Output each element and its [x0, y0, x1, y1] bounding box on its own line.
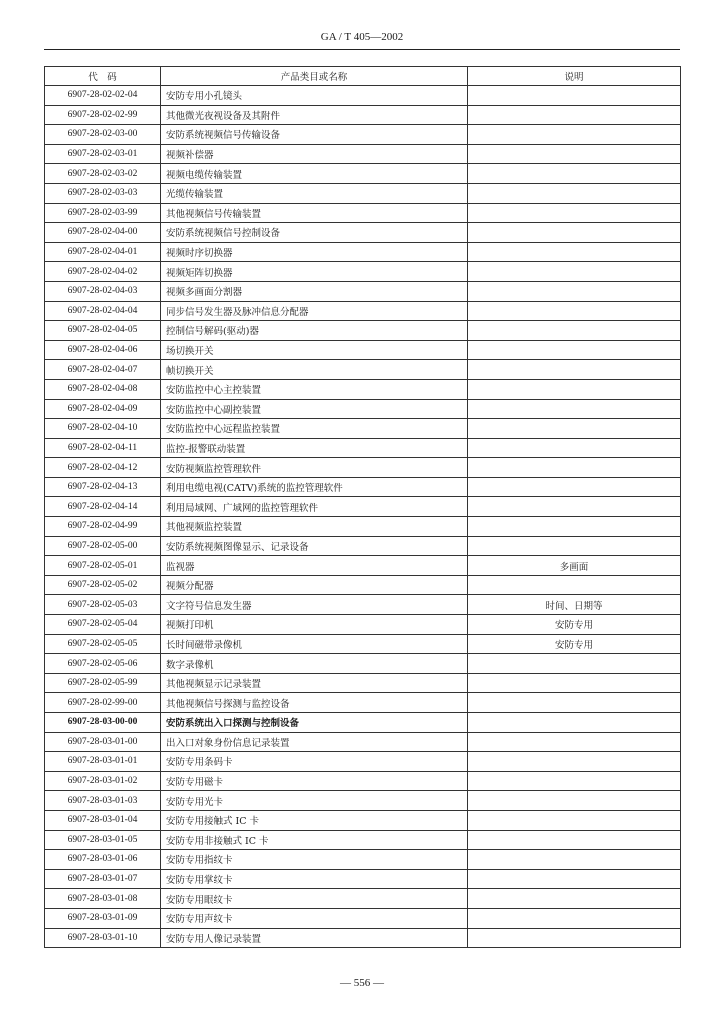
- note-cell: [468, 536, 681, 556]
- name-cell: 其他微光夜视设备及其附件: [161, 105, 468, 125]
- note-cell: [468, 379, 681, 399]
- note-cell: [468, 575, 681, 595]
- table-row: [45, 281, 681, 301]
- product-catalog-table: [44, 66, 681, 948]
- table-row: [45, 183, 681, 203]
- note-cell: [468, 810, 681, 830]
- code-cell: 6907-28-02-04-14: [45, 497, 161, 517]
- note-cell: [468, 693, 681, 713]
- code-cell: 6907-28-02-04-04: [45, 301, 161, 321]
- note-cell: [468, 791, 681, 811]
- name-cell: 帧切换开关: [161, 360, 468, 380]
- name-cell: 安防视频监控管理软件: [161, 458, 468, 478]
- table-row: [45, 477, 681, 497]
- column-header-note: 说明: [468, 67, 681, 86]
- code-cell: 6907-28-02-03-03: [45, 183, 161, 203]
- code-cell: 6907-28-02-05-03: [45, 595, 161, 615]
- note-cell: [468, 360, 681, 380]
- code-cell: 6907-28-02-02-04: [45, 86, 161, 106]
- code-cell: 6907-28-03-01-08: [45, 889, 161, 909]
- table-row: [45, 595, 681, 615]
- table-row: [45, 732, 681, 752]
- table-row: [45, 125, 681, 145]
- table-row: [45, 223, 681, 243]
- code-cell: 6907-28-02-04-11: [45, 438, 161, 458]
- name-cell: 出入口对象身份信息记录装置: [161, 732, 468, 752]
- table-row: [45, 497, 681, 517]
- note-cell: [468, 477, 681, 497]
- note-cell: [468, 713, 681, 733]
- name-cell: 安防专用眼纹卡: [161, 889, 468, 909]
- note-cell: [468, 86, 681, 106]
- name-cell: 安防专用人像记录装置: [161, 928, 468, 948]
- code-cell: 6907-28-02-04-12: [45, 458, 161, 478]
- code-cell: 6907-28-02-04-08: [45, 379, 161, 399]
- table-row: [45, 164, 681, 184]
- code-cell: 6907-28-02-05-06: [45, 654, 161, 674]
- table-row: [45, 536, 681, 556]
- note-cell: [468, 105, 681, 125]
- code-cell: 6907-28-02-03-02: [45, 164, 161, 184]
- table-row: [45, 713, 681, 733]
- note-cell: [468, 340, 681, 360]
- note-cell: [468, 908, 681, 928]
- table-row: [45, 399, 681, 419]
- name-cell: 安防专用掌纹卡: [161, 869, 468, 889]
- note-cell: [468, 203, 681, 223]
- name-cell: 安防监控中心远程监控装置: [161, 419, 468, 439]
- code-cell: 6907-28-03-01-01: [45, 752, 161, 772]
- name-cell: 其他视频信号传输装置: [161, 203, 468, 223]
- table-row: [45, 144, 681, 164]
- table-row: [45, 360, 681, 380]
- note-cell: [468, 223, 681, 243]
- code-cell: 6907-28-02-03-99: [45, 203, 161, 223]
- table-row: [45, 438, 681, 458]
- note-cell: [468, 183, 681, 203]
- name-cell: 视频打印机: [161, 615, 468, 635]
- code-cell: 6907-28-02-04-01: [45, 242, 161, 262]
- table-row: [45, 928, 681, 948]
- table-row: [45, 850, 681, 870]
- code-cell: 6907-28-02-04-10: [45, 419, 161, 439]
- table-row: [45, 634, 681, 654]
- code-cell: 6907-28-02-04-03: [45, 281, 161, 301]
- note-cell: [468, 830, 681, 850]
- name-cell: 安防专用条码卡: [161, 752, 468, 772]
- name-cell: 安防专用非接触式 IC 卡: [161, 830, 468, 850]
- table-row: [45, 654, 681, 674]
- table-row: [45, 810, 681, 830]
- name-cell: 数字录像机: [161, 654, 468, 674]
- note-cell: [468, 242, 681, 262]
- code-cell: 6907-28-02-04-99: [45, 517, 161, 537]
- name-cell: 监视器: [161, 556, 468, 576]
- code-cell: 6907-28-02-05-00: [45, 536, 161, 556]
- table-row: [45, 615, 681, 635]
- name-cell: 其他视频显示记录装置: [161, 673, 468, 693]
- table-row: [45, 379, 681, 399]
- table-row: [45, 105, 681, 125]
- note-cell: [468, 144, 681, 164]
- note-cell: [468, 889, 681, 909]
- code-cell: 6907-28-03-01-07: [45, 869, 161, 889]
- code-cell: 6907-28-02-04-06: [45, 340, 161, 360]
- code-cell: 6907-28-02-04-05: [45, 321, 161, 341]
- name-cell: 安防专用指纹卡: [161, 850, 468, 870]
- code-cell: 6907-28-02-04-13: [45, 477, 161, 497]
- table-row: [45, 517, 681, 537]
- code-cell: 6907-28-02-05-01: [45, 556, 161, 576]
- note-cell: [468, 673, 681, 693]
- code-cell: 6907-28-02-04-09: [45, 399, 161, 419]
- name-cell: 文字符号信息发生器: [161, 595, 468, 615]
- column-header-name: 产品类目或名称: [161, 67, 468, 86]
- code-cell: 6907-28-03-01-06: [45, 850, 161, 870]
- table-row: [45, 419, 681, 439]
- name-cell: 场切换开关: [161, 340, 468, 360]
- code-cell: 6907-28-03-01-10: [45, 928, 161, 948]
- table-row: [45, 321, 681, 341]
- code-cell: 6907-28-02-04-00: [45, 223, 161, 243]
- table-row: [45, 556, 681, 576]
- note-cell: 安防专用: [468, 615, 681, 635]
- code-cell: 6907-28-03-00-00: [45, 713, 161, 733]
- name-cell: 安防系统视频信号传输设备: [161, 125, 468, 145]
- code-cell: 6907-28-02-05-05: [45, 634, 161, 654]
- name-cell: 安防专用磁卡: [161, 771, 468, 791]
- note-cell: [468, 399, 681, 419]
- note-cell: 时间、日期等: [468, 595, 681, 615]
- name-cell: 安防系统出入口探测与控制设备: [161, 713, 468, 733]
- name-cell: 其他视频信号探测与监控设备: [161, 693, 468, 713]
- code-cell: 6907-28-02-02-99: [45, 105, 161, 125]
- code-cell: 6907-28-02-05-04: [45, 615, 161, 635]
- name-cell: 视频矩阵切换器: [161, 262, 468, 282]
- header-rule: [44, 49, 680, 50]
- note-cell: [468, 497, 681, 517]
- note-cell: [468, 517, 681, 537]
- table-row: [45, 301, 681, 321]
- table-row: [45, 673, 681, 693]
- table-row: [45, 86, 681, 106]
- name-cell: 安防监控中心主控装置: [161, 379, 468, 399]
- document-header: GA / T 405—2002: [320, 31, 404, 43]
- table-row: [45, 340, 681, 360]
- note-cell: [468, 164, 681, 184]
- name-cell: 其他视频监控装置: [161, 517, 468, 537]
- table-row: [45, 203, 681, 223]
- name-cell: 视频多画面分割器: [161, 281, 468, 301]
- name-cell: 控制信号解码(驱动)器: [161, 321, 468, 341]
- table-row: [45, 791, 681, 811]
- note-cell: [468, 850, 681, 870]
- code-cell: 6907-28-03-01-00: [45, 732, 161, 752]
- name-cell: 安防系统视频信号控制设备: [161, 223, 468, 243]
- table-row: [45, 771, 681, 791]
- note-cell: [468, 262, 681, 282]
- code-cell: 6907-28-02-03-01: [45, 144, 161, 164]
- name-cell: 监控-报警联动装置: [161, 438, 468, 458]
- code-cell: 6907-28-03-01-04: [45, 810, 161, 830]
- note-cell: 多画面: [468, 556, 681, 576]
- code-cell: 6907-28-03-01-09: [45, 908, 161, 928]
- code-cell: 6907-28-02-04-02: [45, 262, 161, 282]
- table-row: [45, 752, 681, 772]
- name-cell: 利用电缆电视(CATV)系统的监控管理软件: [161, 477, 468, 497]
- note-cell: [468, 321, 681, 341]
- note-cell: [468, 928, 681, 948]
- note-cell: [468, 281, 681, 301]
- code-cell: 6907-28-03-01-05: [45, 830, 161, 850]
- note-cell: [468, 301, 681, 321]
- name-cell: 视频分配器: [161, 575, 468, 595]
- note-cell: [468, 752, 681, 772]
- note-cell: [468, 869, 681, 889]
- name-cell: 安防专用接触式 IC 卡: [161, 810, 468, 830]
- code-cell: 6907-28-02-03-00: [45, 125, 161, 145]
- name-cell: 视频电缆传输装置: [161, 164, 468, 184]
- note-cell: 安防专用: [468, 634, 681, 654]
- table-row: [45, 262, 681, 282]
- name-cell: 视频时序切换器: [161, 242, 468, 262]
- column-header-code: 代 码: [45, 67, 161, 86]
- table-row: [45, 869, 681, 889]
- name-cell: 安防专用光卡: [161, 791, 468, 811]
- table-header-row: [45, 67, 681, 86]
- table-row: [45, 242, 681, 262]
- table-row: [45, 458, 681, 478]
- note-cell: [468, 419, 681, 439]
- name-cell: 安防监控中心副控装置: [161, 399, 468, 419]
- name-cell: 安防专用小孔镜头: [161, 86, 468, 106]
- code-cell: 6907-28-02-05-99: [45, 673, 161, 693]
- name-cell: 长时间磁带录像机: [161, 634, 468, 654]
- table-row: [45, 575, 681, 595]
- note-cell: [468, 654, 681, 674]
- name-cell: 安防系统视频图像显示、记录设备: [161, 536, 468, 556]
- code-cell: 6907-28-02-05-02: [45, 575, 161, 595]
- table-row: [45, 830, 681, 850]
- note-cell: [468, 125, 681, 145]
- code-cell: 6907-28-02-04-07: [45, 360, 161, 380]
- code-cell: 6907-28-02-99-00: [45, 693, 161, 713]
- note-cell: [468, 438, 681, 458]
- note-cell: [468, 732, 681, 752]
- name-cell: 光缆传输装置: [161, 183, 468, 203]
- note-cell: [468, 458, 681, 478]
- code-cell: 6907-28-03-01-03: [45, 791, 161, 811]
- table-body: [45, 86, 681, 948]
- table-row: [45, 693, 681, 713]
- name-cell: 同步信号发生器及脉冲信息分配器: [161, 301, 468, 321]
- table-row: [45, 908, 681, 928]
- note-cell: [468, 771, 681, 791]
- name-cell: 视频补偿器: [161, 144, 468, 164]
- table-row: [45, 889, 681, 909]
- name-cell: 利用局域网、广域网的监控管理软件: [161, 497, 468, 517]
- page-number: — 556 —: [340, 977, 384, 989]
- code-cell: 6907-28-03-01-02: [45, 771, 161, 791]
- name-cell: 安防专用声纹卡: [161, 908, 468, 928]
